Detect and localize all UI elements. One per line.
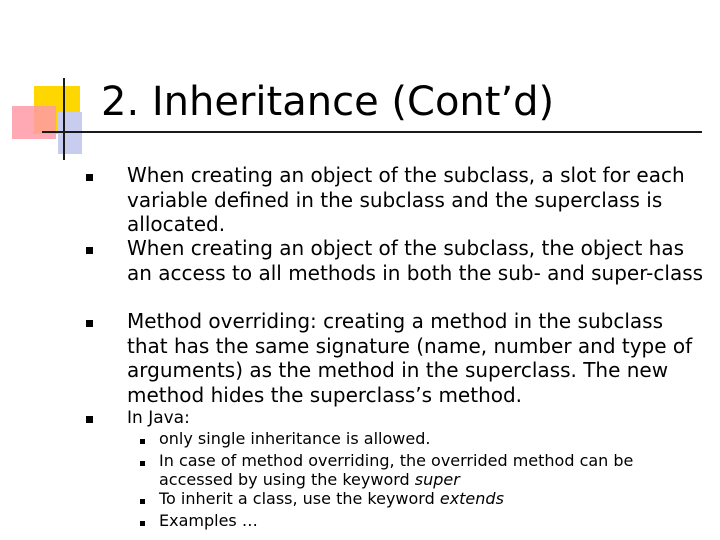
keyword-extends: extends	[439, 489, 504, 508]
slide-logo	[0, 0, 110, 170]
sub-bullet-item	[159, 490, 699, 509]
bullet-marker	[86, 416, 93, 423]
sub-bullet-item: Examples …	[159, 511, 258, 530]
logo-vertical-line	[63, 78, 65, 160]
bullet-item: Method overriding: creating a method in the subclass that has the same signature (name, number and type of arguments) as the method in the superclass. The new method hides the superclass’s method.	[127, 309, 693, 407]
keyword-super: super	[414, 469, 460, 489]
bullet-marker	[86, 247, 93, 254]
slide-title: 2. Inheritance (Cont’d)	[101, 79, 555, 125]
sub-bullet-marker	[140, 499, 145, 504]
sub-bullet-text: In case of method overriding, the overrided method can be accessed by using the keyword	[159, 451, 634, 489]
bullet-item: When creating an object of the subclass, a slot for each variable defined in the subclass and the superclass is allocated.	[127, 163, 685, 236]
bullet-marker	[86, 174, 93, 181]
sub-bullet-marker	[140, 521, 145, 526]
bullet-item: In Java:	[127, 408, 190, 428]
sub-bullet-marker	[140, 439, 145, 444]
logo-pink-square	[12, 106, 56, 139]
sub-bullet-item: only single inheritance is allowed.	[159, 429, 431, 448]
sub-bullet-marker	[140, 461, 145, 466]
title-underline	[42, 131, 702, 133]
sub-bullet-item	[159, 452, 699, 489]
bullet-item: When creating an object of the subclass, the object has an access to all methods in both the sub- and super-class	[127, 236, 704, 285]
sub-bullet-text: To inherit a class, use the keyword	[159, 489, 440, 508]
logo-blue-square	[58, 112, 82, 154]
bullet-marker	[86, 320, 93, 327]
